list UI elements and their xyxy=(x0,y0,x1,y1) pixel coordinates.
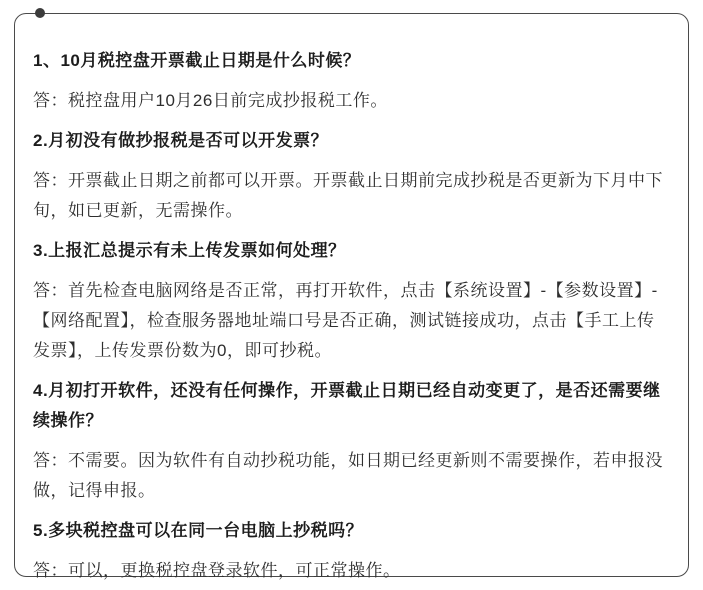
faq-panel xyxy=(14,13,689,580)
faq-question-5: 5.多块税控盘可以在同一台电脑上抄税吗？ xyxy=(33,521,364,540)
faq-content xyxy=(15,14,688,586)
faq-question-2: 2.月初没有做抄报税是否可以开发票？ xyxy=(33,131,329,150)
faq-answer-2: 答：开票截止日期之前都可以开票。开票截止日期前完成抄税是否更新为下月中下旬，如已更新，无需操作。 xyxy=(33,171,663,220)
faq-question-4: 4.月初打开软件，还没有任何操作，开票截止日期已经自动变更了，是否还需要继续操作？ xyxy=(33,381,661,430)
faq-answer-5: 答：可以，更换税控盘登录软件，可正常操作。 xyxy=(33,561,401,580)
corner-dot-icon xyxy=(35,8,45,18)
faq-question-1: 1、10月税控盘开票截止日期是什么时候？ xyxy=(33,51,361,70)
faq-answer-1: 答：税控盘用户10月26日前完成抄报税工作。 xyxy=(33,91,388,110)
faq-answer-4: 答：不需要。因为软件有自动抄税功能，如日期已经更新则不需要操作，若申报没做，记得申报。 xyxy=(33,451,663,500)
faq-question-3: 3.上报汇总提示有未上传发票如何处理？ xyxy=(33,241,346,260)
faq-answer-3: 答：首先检查电脑网络是否正常，再打开软件，点击【系统设置】-【参数设置】-【网络配置】，检查服务器地址端口号是否正确，测试链接成功，点击【手工上传发票】，上传发票份数为0，即可抄税。 xyxy=(33,281,658,360)
